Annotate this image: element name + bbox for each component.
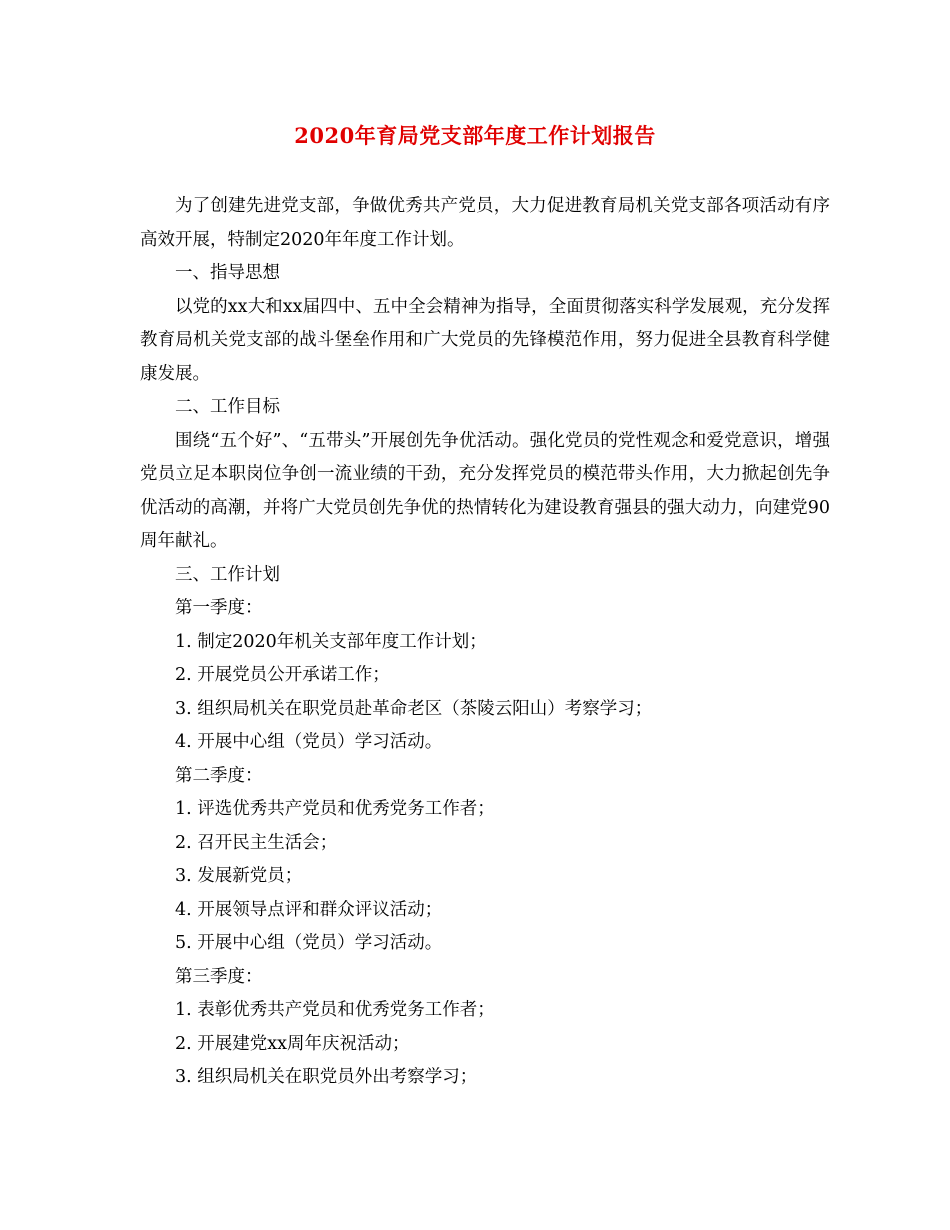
list-item: 5. 开展中心组（党员）学习活动。 xyxy=(175,933,443,953)
list-item: 3. 发展新党员； xyxy=(175,866,303,886)
intro-paragraph: 为了创建先进党支部，争做优秀共产党员，大力促进教育局机关党支部各项活动有序高效开展，特制定2020年年度工作计划。 xyxy=(140,196,830,250)
document-title: 2020年育局党支部年度工作计划报告 xyxy=(294,123,656,148)
list-item: 3. 组织局机关在职党员赴革命老区（茶陵云阳山）考察学习； xyxy=(175,698,653,719)
list-item: 1. 表彰优秀共产党员和优秀党务工作者； xyxy=(175,1000,495,1020)
list-item: 2. 开展建党xx周年庆祝活动； xyxy=(175,1033,410,1054)
quarter-label-q3: 第三季度： xyxy=(175,966,263,987)
section-heading-work-plan: 三、工作计划 xyxy=(175,564,280,585)
list-item: 1. 制定2020年机关支部年度工作计划； xyxy=(175,631,487,652)
list-item: 3. 组织局机关在职党员外出考察学习； xyxy=(175,1067,478,1087)
list-item: 2. 开展党员公开承诺工作； xyxy=(175,665,390,685)
work-goals-paragraph: 围绕“五个好”、“五带头”开展创先争优活动。强化党员的党性观念和爱党意识，增强党员立足本职岗位争创一流业绩的干劲，充分发挥党员的模范带头作用，大力掀起创先争优活动的高潮，并将广大党员创先争优的热情转化为建设教育强县的强大动力，向建党90周年献礼。 xyxy=(140,430,830,551)
quarter-label-q2: 第二季度： xyxy=(175,765,263,786)
guiding-thought-paragraph: 以党的xx大和xx届四中、五中全会精神为指导，全面贯彻落实科学发展观，充分发挥教育局机关党支部的战斗堡垒作用和广大党员的先锋模范作用，努力促进全县教育科学健康发展。 xyxy=(140,296,830,384)
list-item: 4. 开展中心组（党员）学习活动。 xyxy=(175,732,443,752)
section-heading-work-goals: 二、工作目标 xyxy=(175,397,280,417)
list-item: 1. 评选优秀共产党员和优秀党务工作者； xyxy=(175,799,495,819)
section-heading-guiding-thought: 一、指导思想 xyxy=(175,263,280,283)
list-item: 4. 开展领导点评和群众评议活动； xyxy=(175,899,443,920)
document-body xyxy=(140,190,830,1095)
list-item: 2. 召开民主生活会； xyxy=(175,832,338,853)
quarter-label-q1: 第一季度： xyxy=(175,598,263,618)
